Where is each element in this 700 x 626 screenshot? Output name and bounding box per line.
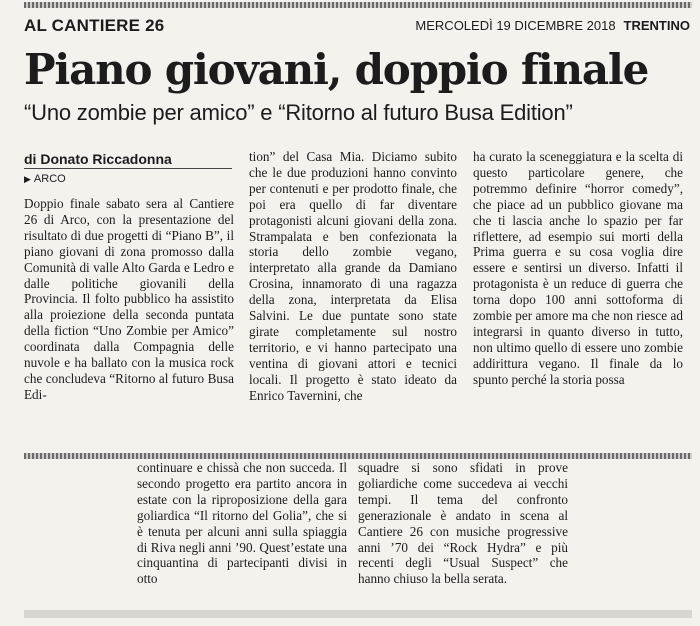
- location-marker-icon: ▶: [24, 174, 31, 184]
- headline: Piano giovani, doppio finale: [24, 45, 649, 94]
- publication-date: MERCOLEDÌ 19 DICEMBRE 2018: [415, 18, 616, 33]
- dateline: [415, 18, 690, 33]
- byline-divider: [24, 168, 232, 169]
- dateline-location: [24, 173, 66, 185]
- column-divider-stripe: [24, 453, 692, 459]
- section-label: AL CANTIERE 26: [24, 16, 165, 35]
- subtitle: “Uno zombie per amico” e “Ritorno al futuro Busa Edition”: [24, 100, 573, 125]
- location-text: ARCO: [33, 173, 66, 185]
- page-header: [24, 16, 690, 38]
- article-column-4: continuare e chissà che non succeda. Il secondo progetto era partito ancora in estate con la riproposizione della gara goliardica “Il ritorno del Golia”, che si è tenuta per alcuni anni sulla spiaggia di Riva negli anni ’90. Quest’estate una cinquantina di partecipanti divisi in otto: [137, 460, 347, 587]
- byline: di Donato Riccadonna: [24, 151, 172, 167]
- top-stripe: [24, 2, 692, 8]
- article-column-3: ha curato la sceneggiatura e la scelta di questo particolare genere, che potremmo definire “horror comedy”, che piace ad un pubblico giovane ma che ti lascia anche lo spazio per far riflettere, ad esempio sui morti della Prima guerra e su cosa voglia dire essere e sentirsi un diverso. Infatti il protagonista è un reduce di guerra che torna dopo 100 anni sottoforma di zombie per amore ma che non riesce ad integrarsi in quanto diverso in tutto, non ultimo quello di essere uno zombie addirittura vegano. Il finale da lo spunto perché la storia possa: [473, 149, 683, 387]
- bottom-rule: [24, 610, 692, 618]
- newspaper-name: TRENTINO: [623, 18, 690, 33]
- article-column-5: squadre si sono sfidati in prove goliardiche come succedeva ai vecchi tempi. Il tema del confronto generazionale è andato in scena al Cantiere 26 con musiche progressive anni ’70 dei “Rock Hydra” e più recenti degli “Usual Suspect” che hanno chiuso la bella serata.: [358, 460, 568, 587]
- article-column-2: tion” del Casa Mia. Diciamo subito che le due produzioni hanno convinto per contenuti e per prodotto finale, che poi era quello di far diventare protagonisti alcuni giovani della zona. Strampalata e ben confezionata la storia dello zombie vegano, interpretato alla grande da Damiano Crosina, innamorato di una ragazza della zona, interpretata da Elisa Salvini. Le due puntate sono state girate completamente sul nostro territorio, e vi hanno partecipato una ventina di giovani attori e tecnici locali. Il progetto è stato ideato da Enrico Tavernini, che: [249, 149, 457, 403]
- article-column-1: Doppio finale sabato sera al Cantiere 26 di Arco, con la presentazione del risultato di due progetti di “Piano B”, il piano giovani di zona promosso dalla Comunità di valle Alto Garda e Ledro e dalle politiche giovanili della Provincia. Il folto pubblico ha assistito alla proiezione della seconda puntata della fiction “Uno Zombie per Amico” coordinata dalla Compagnia delle nuvole e ha ballato con la musica rock che concludeva “Ritorno al futuro Busa Edi-: [24, 196, 234, 402]
